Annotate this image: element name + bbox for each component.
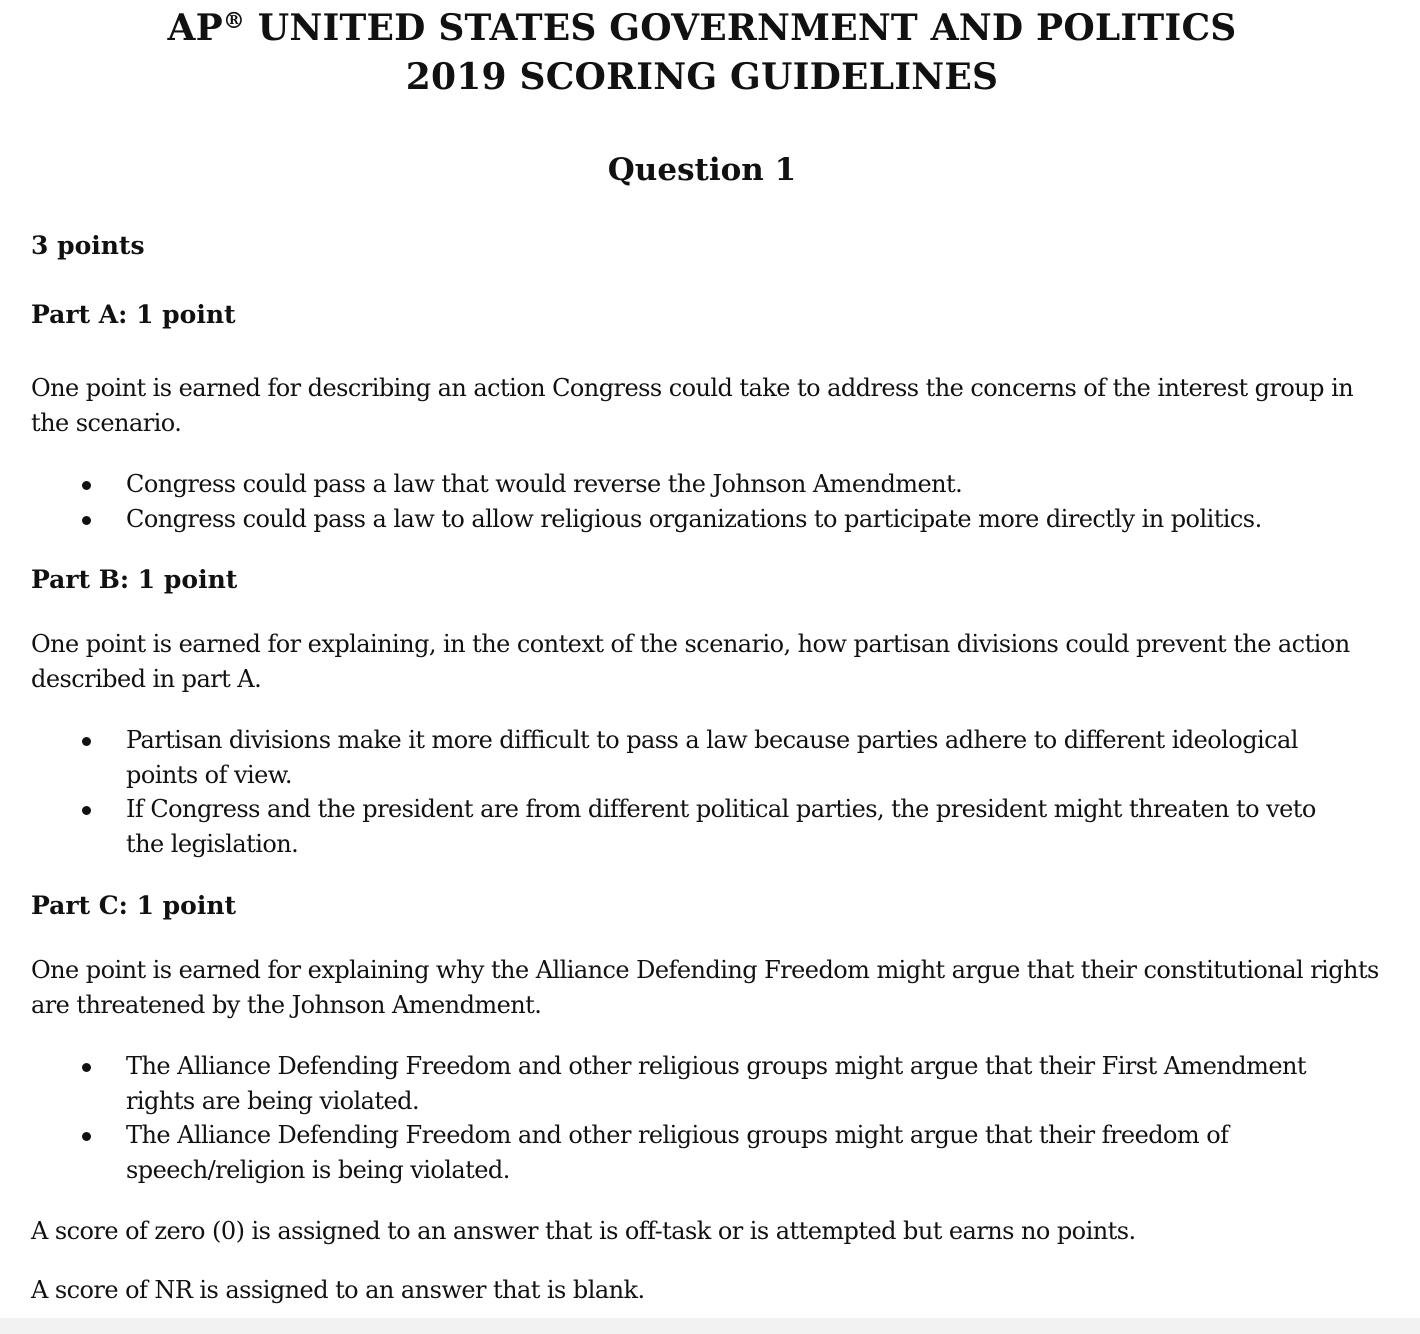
title-rest: UNITED STATES GOVERNMENT AND POLITICS xyxy=(245,7,1237,49)
part-c-bullet-list xyxy=(0,1049,1420,1187)
part-a-heading: Part A: 1 point xyxy=(31,300,236,329)
document-subtitle: 2019 SCORING GUIDELINES xyxy=(405,56,999,98)
bullet-text: Congress could pass a law to allow religious organizations to participate more directly in politics. xyxy=(126,504,1262,533)
part-b-heading: Part B: 1 point xyxy=(31,565,238,594)
total-points: 3 points xyxy=(31,231,145,260)
list-item xyxy=(0,467,1356,502)
part-b-bullet-list xyxy=(0,723,1420,861)
bullet-text: Partisan divisions make it more difficult to pass a law because parties adhere to different ideological points of view. xyxy=(126,726,1298,789)
document-title xyxy=(0,4,1404,52)
bullet-text: The Alliance Defending Freedom and other religious groups might argue that their freedom of speech/religion is being violated. xyxy=(126,1121,1229,1184)
bullet-text: Congress could pass a law that would reverse the Johnson Amendment. xyxy=(126,470,963,498)
nr-score-note: A score of NR is assigned to an answer that is blank. xyxy=(31,1276,645,1304)
bullet-icon xyxy=(82,481,91,490)
list-item xyxy=(0,1049,1356,1118)
bullet-text: The Alliance Defending Freedom and other religious groups might argue that their First Amendment rights are being violated. xyxy=(126,1052,1306,1115)
title-prefix: AP xyxy=(167,7,223,49)
part-c-description: One point is earned for explaining why the Alliance Defending Freedom might argue that their constitutional rights are threatened by the Johnson Amendment. xyxy=(31,956,1379,1019)
zero-score-note: A score of zero (0) is assigned to an answer that is off-task or is attempted but earns no points. xyxy=(31,1217,1136,1245)
bullet-text: If Congress and the president are from different political parties, the president might threaten to veto the legislation. xyxy=(126,795,1316,858)
bullet-icon xyxy=(82,806,91,815)
list-item xyxy=(0,1118,1356,1187)
registered-mark: ® xyxy=(222,8,246,34)
bullet-icon xyxy=(82,1132,91,1141)
list-item xyxy=(0,792,1356,861)
list-item xyxy=(0,723,1356,792)
part-b-description: One point is earned for explaining, in the context of the scenario, how partisan divisions could prevent the action described in part A. xyxy=(31,630,1350,693)
page-bottom-edge xyxy=(0,1318,1420,1334)
part-c-heading: Part C: 1 point xyxy=(31,891,237,920)
part-a-bullet-list xyxy=(0,467,1420,536)
bullet-icon xyxy=(82,1063,91,1072)
bullet-icon xyxy=(82,516,91,525)
bullet-icon xyxy=(82,737,91,746)
question-title: Question 1 xyxy=(607,152,797,188)
list-item xyxy=(0,502,1356,537)
part-a-description: One point is earned for describing an action Congress could take to address the concerns of the interest group in the scenario. xyxy=(31,374,1354,437)
